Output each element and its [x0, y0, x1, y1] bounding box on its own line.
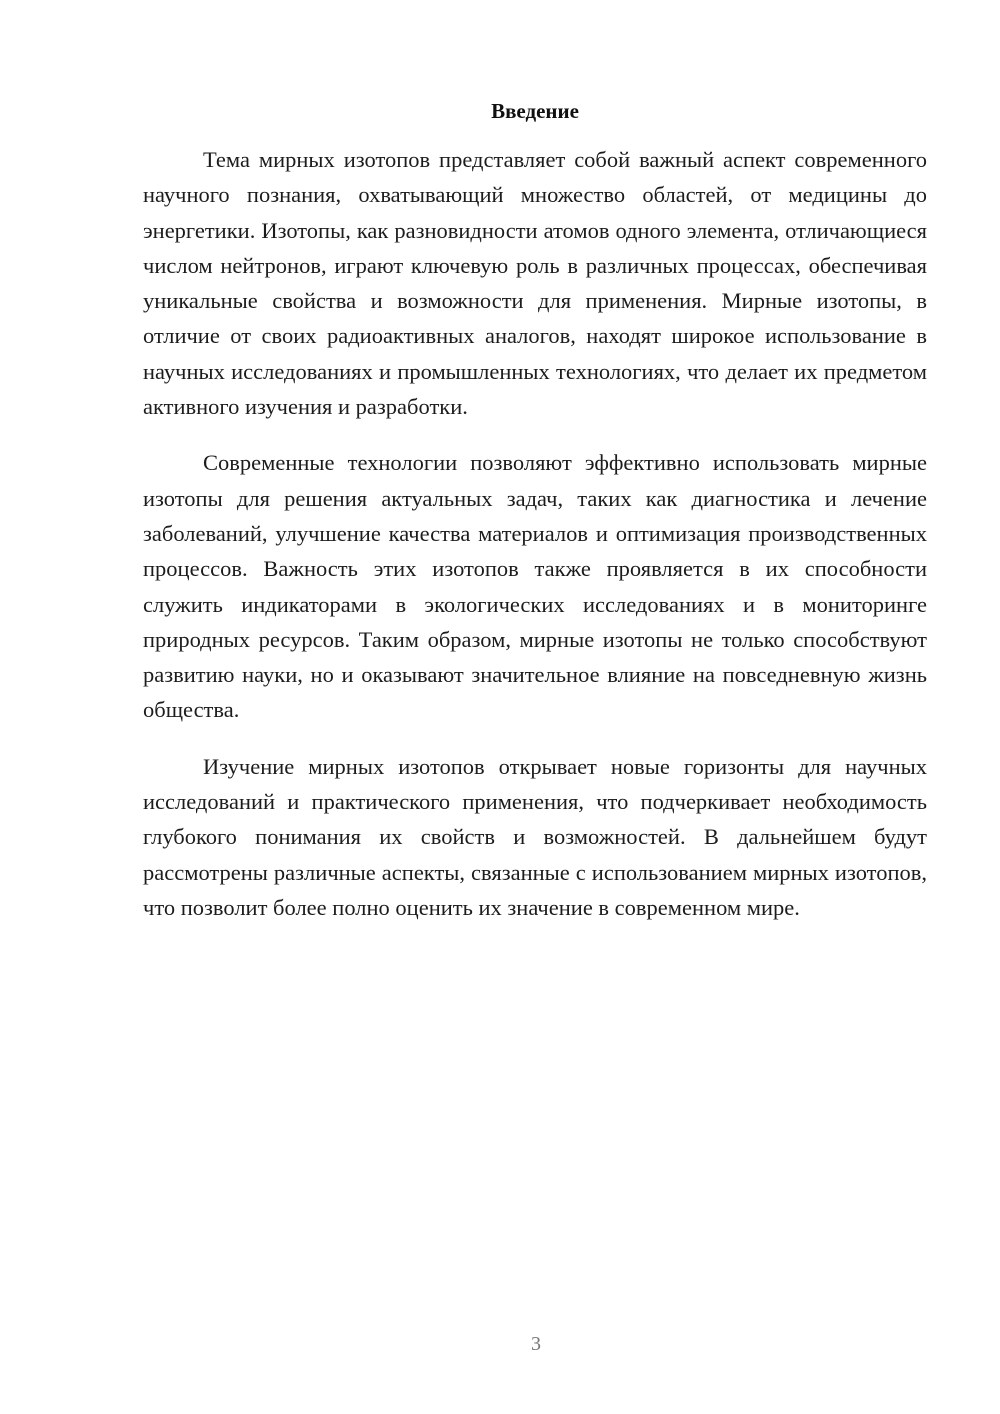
paragraph-3: Изучение мирных изотопов открывает новые горизонты для научных исследований и практического применения, что подчеркивает необходимость глубокого понимания их свойств и возможностей. В дальнейшем будут рассмотрены различные аспекты, связанные с использованием мирных изотопов, что позволит более полно оценить их значение в современном мире.: [143, 753, 927, 920]
page-number: 3: [531, 1333, 541, 1355]
section-heading: Введение: [491, 99, 579, 123]
paragraph-2: Современные технологии позволяют эффективно использовать мирные изотопы для решения актуальных задач, таких как диагностика и лечение заболеваний, улучшение качества материалов и оптимизация производственных процессов. Важность этих изотопов также проявляется в их способности служить индикаторами в экологических исследованиях и в мониторинге природных ресурсов. Таким образом, мирные изотопы не только способствуют развитию науки, но и оказывают значительное влияние на повседневную жизнь общества.: [143, 450, 927, 723]
document-body: [143, 142, 927, 946]
paragraph-1: Тема мирных изотопов представляет собой важный аспект современного научного познания, охватывающий множество областей, от медицины до энергетики. Изотопы, как разновидности атомов одного элемента, отличающиеся числом нейтронов, играют ключевую роль в различных процессах, обеспечивая уникальные свойства и возможности для применения. Мирные изотопы, в отличие от своих радиоактивных аналогов, находят широкое использование в научных исследованиях и промышленных технологиях, что делает их предметом активного изучения и разработки.: [143, 147, 927, 420]
